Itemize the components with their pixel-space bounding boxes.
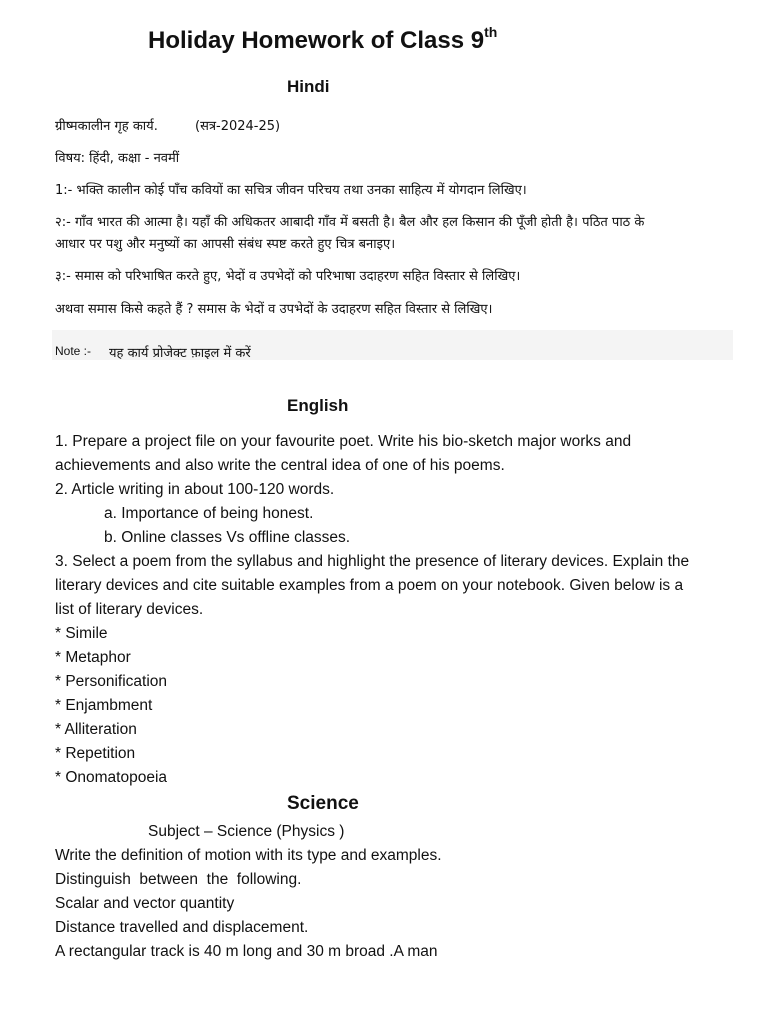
literary-device-item: * Simile <box>55 625 108 642</box>
hindi-heading: Hindi <box>287 77 330 96</box>
literary-device-item: * Enjambment <box>55 697 153 714</box>
english-heading: English <box>287 396 349 415</box>
english-question-1-line-2: achievements and also write the central idea of one of his poems. <box>55 457 505 474</box>
hindi-subject-line: विषय: हिंदी, कक्षा - नवमीं <box>55 151 180 166</box>
science-line-4: Distance travelled and displacement. <box>55 919 309 936</box>
english-question-3-line-1: 3. Select a poem from the syllabus and highlight the presence of literary devices. Explain the <box>55 553 690 570</box>
hindi-question-2-line-1: २:- गाँव भारत की आत्मा है। यहाँ की अधिकतर आबादी गाँव में बसती है। बैल और हल किसान की पूँजी होती है। पठित पाठ के <box>55 215 645 230</box>
note-label: Note :- <box>55 344 92 358</box>
hindi-question-1: 1:- भक्ति कालीन कोई पाँच कवियों का सचित्र जीवन परिचय तथा उनका साहित्य में योगदान लिखिए। <box>55 183 527 198</box>
title-text: Holiday Homework of Class 9 <box>148 27 485 54</box>
hindi-session-year: (सत्र-2024-25) <box>195 119 281 134</box>
hindi-question-2-line-2: आधार पर पशु और मनुष्यों का आपसी संबंध स्पष्ट करते हुए चित्र बनाइए। <box>55 237 396 252</box>
science-line-5: A rectangular track is 40 m long and 30 m broad .A man <box>55 943 438 960</box>
literary-device-item: * Metaphor <box>55 649 131 666</box>
english-question-3-line-3: list of literary devices. <box>55 601 204 618</box>
science-line-1: Write the definition of motion with its type and examples. <box>55 847 442 864</box>
english-question-1-line-1: 1. Prepare a project file on your favourite poet. Write his bio-sketch major works and <box>55 433 632 450</box>
english-question-2-option-b: b. Online classes Vs offline classes. <box>104 529 351 546</box>
english-question-2: 2. Article writing in about 100-120 words. <box>55 481 335 498</box>
page-title <box>148 26 497 55</box>
hindi-question-3-alternative: अथवा समास किसे कहते हैं ? समास के भेदों व उपभेदों के उदाहरण सहित विस्तार से लिखिए। <box>55 302 493 317</box>
hindi-session-label: ग्रीष्मकालीन गृह कार्य. <box>55 119 158 134</box>
hindi-question-3: ३:- समास को परिभाषित करते हुए, भेदों व उपभेदों को परिभाषा उदाहरण सहित विस्तार से लिखिए। <box>55 269 521 284</box>
science-line-3: Scalar and vector quantity <box>55 895 235 912</box>
english-question-3-line-2: literary devices and cite suitable examples from a poem on your notebook. Given below is a <box>55 577 684 594</box>
science-heading: Science <box>287 793 359 814</box>
literary-device-item: * Personification <box>55 673 168 690</box>
science-subject: Subject – Science (Physics ) <box>148 823 345 840</box>
literary-device-item: * Repetition <box>55 745 136 762</box>
science-line-2: Distinguish between the following. <box>55 871 302 888</box>
english-question-2-option-a: a. Importance of being honest. <box>104 505 314 522</box>
literary-device-item: * Alliteration <box>55 721 137 738</box>
title-superscript: th <box>484 24 498 40</box>
literary-device-item: * Onomatopoeia <box>55 769 168 786</box>
note-text: यह कार्य प्रोजेक्ट फ़ाइल में करें <box>109 346 251 361</box>
